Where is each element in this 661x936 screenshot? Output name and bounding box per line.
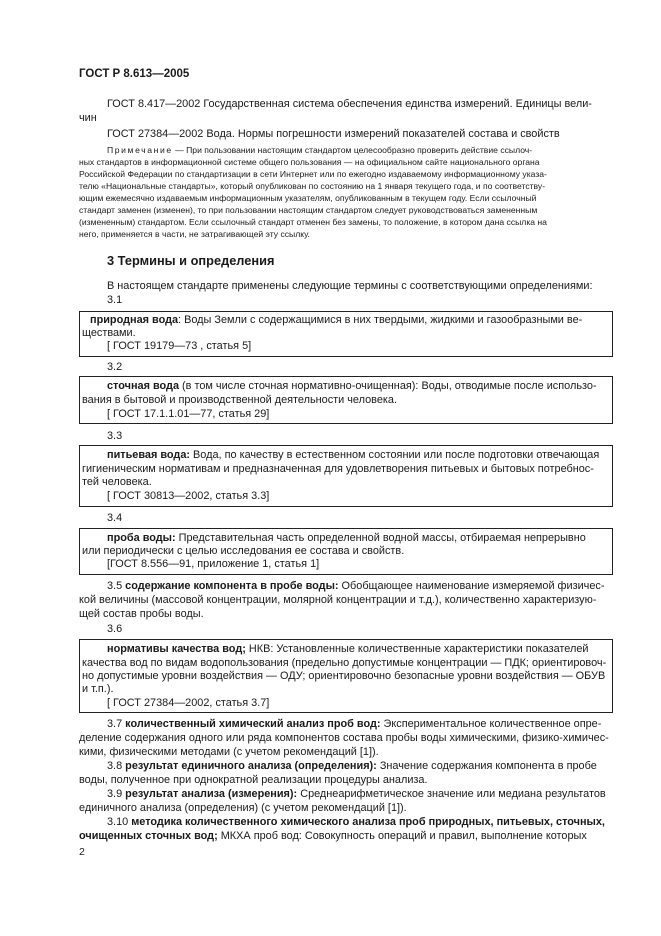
term-source: [ ГОСТ 19179—73 , статья 5] <box>107 340 252 352</box>
note-line: ных стандартов в информационной системе общего пользования — на официальном сайте национального органа <box>79 157 540 167</box>
term-definition-line: питьевая вода: Вода, по качеству в естественном состоянии или после подготовки отвечающая <box>107 449 600 461</box>
note-line: (измененным) стандартом. Если ссылочный стандарт отменен без замены, то положение, в котором дана ссылка на <box>79 217 547 227</box>
term-name: результат единичного анализа (определения): <box>125 760 377 772</box>
term-name: содержание компонента в пробе воды: <box>125 580 339 592</box>
term-definition-line: 3.7 количественный химический анализ проб вод: Экспериментальное количественное опре- <box>107 718 602 730</box>
term-source: [ ГОСТ 17.1.1.01—77, статья 29] <box>107 408 270 420</box>
term-definition-line: ществами. <box>82 327 136 339</box>
term-definition-line: воды, полученное при однократной реализации процедуры анализа. <box>79 774 428 786</box>
term-definition-line: или периодически с целью исследования ее состава и свойств. <box>82 545 405 557</box>
term-definition-line: качества вод по видам водопользования (предельно допустимые концентрации — ПДК; ориентировоч- <box>82 657 607 669</box>
term-definition-line: гигиеническим нормативам и предназначенная для удовлетворения питьевых и бытовых потребнос- <box>82 463 594 475</box>
term-name: методика количественного химического анализа проб природных, питьевых, сточных, <box>131 816 605 828</box>
term-name: очищенных сточных вод; <box>79 830 218 842</box>
term-name: проба воды: <box>107 532 176 544</box>
page-header: ГОСТ Р 8.613—2005 <box>79 68 190 80</box>
note-label: Примечание <box>107 145 173 155</box>
page-number: 2 <box>79 846 85 858</box>
term-definition-line: 3.10 методика количественного химического анализа проб природных, питьевых, сточных, <box>107 816 605 828</box>
term-source: [ГОСТ 8.556—91, приложение 1, статья 1] <box>107 558 320 570</box>
term-definition-line: сточная вода (в том числе сточная нормативно-очищенная): Воды, отводимые после использо- <box>107 380 597 392</box>
term-definition-line: 3.8 результат единичного анализа (определения): Значение содержания компонента в пробе <box>107 760 597 772</box>
term-abbreviation: МКХА проб вод: <box>217 830 302 842</box>
term-abbreviation: НКВ: <box>248 643 274 655</box>
term-name: количественный химический анализ проб вод: <box>125 718 381 730</box>
term-name: природная вода <box>90 314 179 326</box>
term-definition-line: природная вода: Воды Земли с содержащимися в них твердыми, жидкими и газообразными ве- <box>90 314 583 326</box>
term-definition-line: вания в бытовой и производственной деятельности человека. <box>82 394 397 406</box>
reference-line: чин <box>79 112 97 124</box>
note-line: телю «Национальные стандарты», который опубликован по состоянию на 1 января текущего года, и по соответству- <box>79 181 546 191</box>
term-definition-line: 3.5 содержание компонента в пробе воды: Обобщающее наименование измеряемой физичес- <box>107 580 605 592</box>
term-definition-line: кой величины (массовой концентрации, молярной концентрации и т.д.), количественно характеризую- <box>79 594 597 606</box>
term-definition-line: очищенных сточных вод; МКХА проб вод: Совокупность операций и правил, выполнение которых <box>79 830 587 842</box>
term-number: 3.3 <box>107 430 123 442</box>
term-number: 3.4 <box>107 512 123 524</box>
term-number: 3.2 <box>107 361 123 373</box>
term-definition-line: единичного анализа (определения) (с учетом рекомендаций [1]). <box>79 802 407 814</box>
term-name: питьевая вода: <box>107 449 191 461</box>
term-name: нормативы качества вод; <box>107 643 246 655</box>
term-number: 3.6 <box>107 623 123 635</box>
term-definition-line: 3.9 результат анализа (измерения): Среднеарифметическое значение или медиана результатов <box>107 788 606 800</box>
term-definition-line: нормативы качества вод; НКВ: Установленные количественные характеристики показателей <box>107 643 589 655</box>
term-source: [ ГОСТ 30813—2002, статья 3.3] <box>107 490 270 502</box>
reference-line: ГОСТ 27384—2002 Вода. Нормы погрешности измерений показателей состава и свойств <box>107 128 560 140</box>
term-name: сточная вода <box>107 380 179 392</box>
term-definition-line: деление содержания одного или ряда компонентов состава пробы воды химическими, физико-химичес- <box>79 732 609 744</box>
reference-line: ГОСТ 8.417—2002 Государственная система обеспечения единства измерений. Единицы вели- <box>107 98 592 110</box>
section-title: 3 Термины и определения <box>107 253 275 268</box>
term-source: [ ГОСТ 27384—2002, статья 3.7] <box>107 697 270 709</box>
term-definition-line: но допустимые уровни воздействия — ОДУ; ориентировочно безопасные уровни воздействия — ОБУВ <box>82 670 606 682</box>
section-intro: В настоящем стандарте применены следующие термины с соответствующими определениями: <box>107 280 593 292</box>
note-line: ющим ежемесячно издаваемым информационным указателям, опубликованным в текущем году. Если ссылочный <box>79 193 537 203</box>
term-name: результат анализа (измерения): <box>125 788 298 800</box>
term-definition-line: кими, физическими методами (с учетом рекомендаций [1]). <box>79 746 379 758</box>
note-line: него, применяется в части, не затрагивающей эту ссылку. <box>79 229 310 239</box>
note-line: Примечание — При пользовании настоящим стандартом целесообразно проверить действие ссылоч- <box>107 145 533 155</box>
note-line: стандарт заменен (изменен), то при пользовании настоящим стандартом следует руководствоваться замененным <box>79 205 538 215</box>
note-line: Российской Федерации по стандартизации в сети Интернет или по ежегодно издаваемому информационному указа- <box>79 169 547 179</box>
term-definition-line: тей человека. <box>82 476 152 488</box>
term-definition-line: проба воды: Представительная часть определенной водной массы, отбираемая непрерывно <box>107 532 586 544</box>
term-number: 3.1 <box>107 294 123 306</box>
term-definition-line: и т.п.). <box>82 683 114 695</box>
term-definition-line: щей состав пробы воды. <box>79 608 204 620</box>
